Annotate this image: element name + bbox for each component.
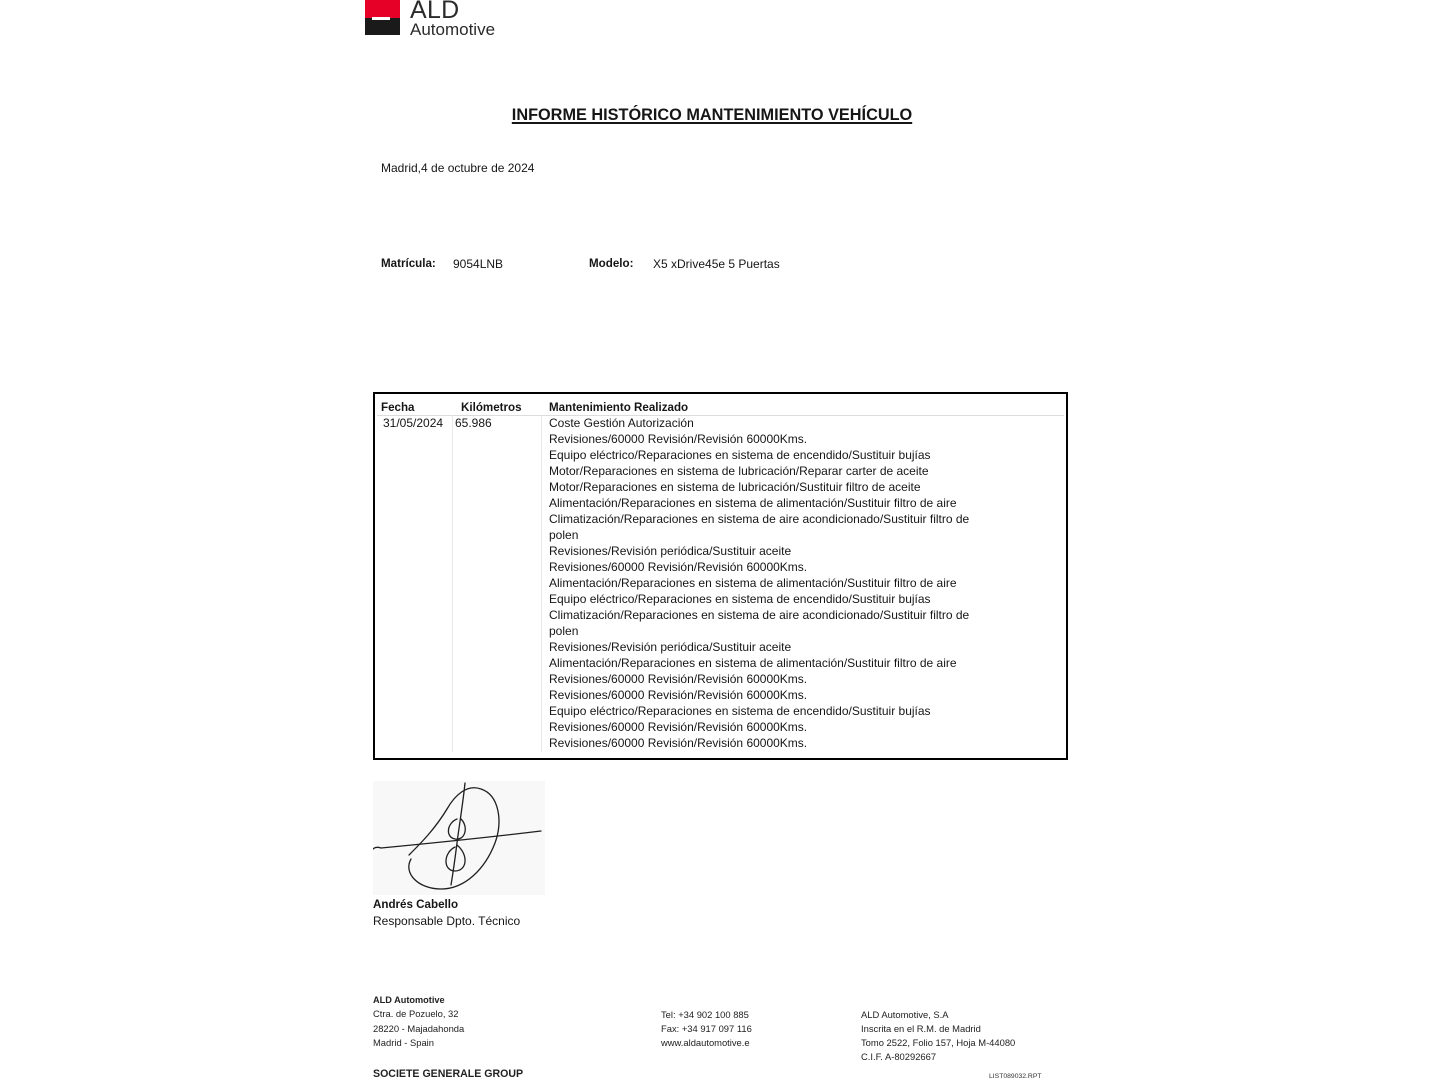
place-date: Madrid,4 de octubre de 2024 [381, 161, 535, 175]
maintenance-item: Revisiones/60000 Revisión/Revisión 60000Kms. [549, 736, 808, 750]
maintenance-item: Climatización/Reparaciones en sistema de aire acondicionado/Sustituir filtro de polen [549, 512, 970, 542]
maintenance-item: Alimentación/Reparaciones en sistema de alimentación/Sustituir filtro de aire [549, 656, 957, 670]
footer-company: ALD Automotive [373, 995, 445, 1005]
footer-address-line: Ctra. de Pozuelo, 32 [373, 1008, 459, 1020]
maintenance-item: Equipo eléctrico/Reparaciones en sistema de encendido/Sustituir bujías [549, 704, 931, 718]
document-title: INFORME HISTÓRICO MANTENIMIENTO VEHÍCULO [511, 106, 913, 124]
signature-stroke [448, 819, 465, 839]
logo-red-square [365, 0, 400, 18]
column-divider [452, 415, 453, 752]
logo-black-square [365, 18, 400, 35]
row-date: 31/05/2024 [383, 416, 444, 430]
maintenance-item: Revisiones/Revisión periódica/Sustituir aceite [549, 640, 792, 654]
footer-legal [861, 1008, 1015, 1064]
maintenance-item: Revisiones/60000 Revisión/Revisión 60000Kms. [549, 432, 808, 446]
maintenance-list [549, 415, 1049, 751]
footer-legal-line: Tomo 2522, Folio 157, Hoja M-44080 [861, 1036, 1016, 1048]
signatory-name: Andrés Cabello [373, 898, 459, 911]
maintenance-item: Alimentación/Reparaciones en sistema de alimentación/Sustituir filtro de aire [549, 496, 957, 510]
column-divider [541, 415, 542, 752]
footer-address [373, 993, 464, 1051]
maintenance-item: Coste Gestión Autorización [549, 416, 694, 430]
column-header-work: Mantenimiento Realizado [549, 401, 689, 414]
footer-legal-line: Inscrita en el R.M. de Madrid [861, 1022, 981, 1034]
maintenance-item: Climatización/Reparaciones en sistema de aire acondicionado/Sustituir filtro de polen [549, 608, 970, 638]
logo-sub-text: Automotive [410, 20, 496, 39]
maintenance-item: Alimentación/Reparaciones en sistema de alimentación/Sustituir filtro de aire [549, 576, 957, 590]
maintenance-item: Revisiones/60000 Revisión/Revisión 60000Kms. [549, 720, 808, 734]
handwritten-signature [373, 781, 545, 895]
footer-group-name: SOCIETE GENERALE GROUP [373, 1067, 524, 1080]
report-code: LIST089032.RPT [989, 1072, 1042, 1080]
maintenance-item: Revisiones/60000 Revisión/Revisión 60000Kms. [549, 560, 808, 574]
maintenance-item: Revisiones/Revisión periódica/Sustituir aceite [549, 544, 792, 558]
ald-logo-mark [365, 0, 400, 35]
footer-contact [661, 1008, 752, 1051]
maintenance-table [373, 392, 1068, 760]
maintenance-item: Motor/Reparaciones en sistema de lubricación/Sustituir filtro de aceite [549, 480, 921, 494]
maintenance-item: Revisiones/60000 Revisión/Revisión 60000Kms. [549, 688, 808, 702]
logo-white-bar [372, 17, 390, 20]
footer-legal-line: ALD Automotive, S.A [861, 1008, 949, 1020]
plate-value: 9054LNB [453, 257, 504, 271]
signature-stroke [451, 783, 465, 885]
model-value: X5 xDrive45e 5 Puertas [653, 257, 780, 271]
footer-address-line: Madrid - Spain [373, 1037, 434, 1049]
maintenance-item: Motor/Reparaciones en sistema de lubricación/Reparar carter de aceite [549, 464, 929, 478]
row-km: 65.986 [455, 416, 492, 430]
logo-brand-text: ALD [410, 0, 460, 24]
column-header-date: Fecha [381, 401, 415, 414]
footer-phone: Tel: +34 902 100 885 [661, 1008, 749, 1020]
model-label: Modelo: [589, 257, 634, 270]
maintenance-item: Revisiones/60000 Revisión/Revisión 60000Kms. [549, 672, 808, 686]
footer-legal-line: C.I.F. A-80292667 [861, 1050, 937, 1062]
footer-website: www.aldautomotive.e [661, 1037, 750, 1049]
plate-label: Matrícula: [381, 257, 436, 270]
maintenance-item: Equipo eléctrico/Reparaciones en sistema de encendido/Sustituir bujías [549, 448, 931, 462]
footer-fax: Fax: +34 917 097 116 [661, 1023, 752, 1034]
column-header-km: Kilómetros [461, 401, 522, 414]
signatory-role: Responsable Dpto. Técnico [373, 914, 521, 928]
footer-address-line: 28220 - Majadahonda [373, 1022, 465, 1034]
maintenance-item: Equipo eléctrico/Reparaciones en sistema de encendido/Sustituir bujías [549, 592, 931, 606]
